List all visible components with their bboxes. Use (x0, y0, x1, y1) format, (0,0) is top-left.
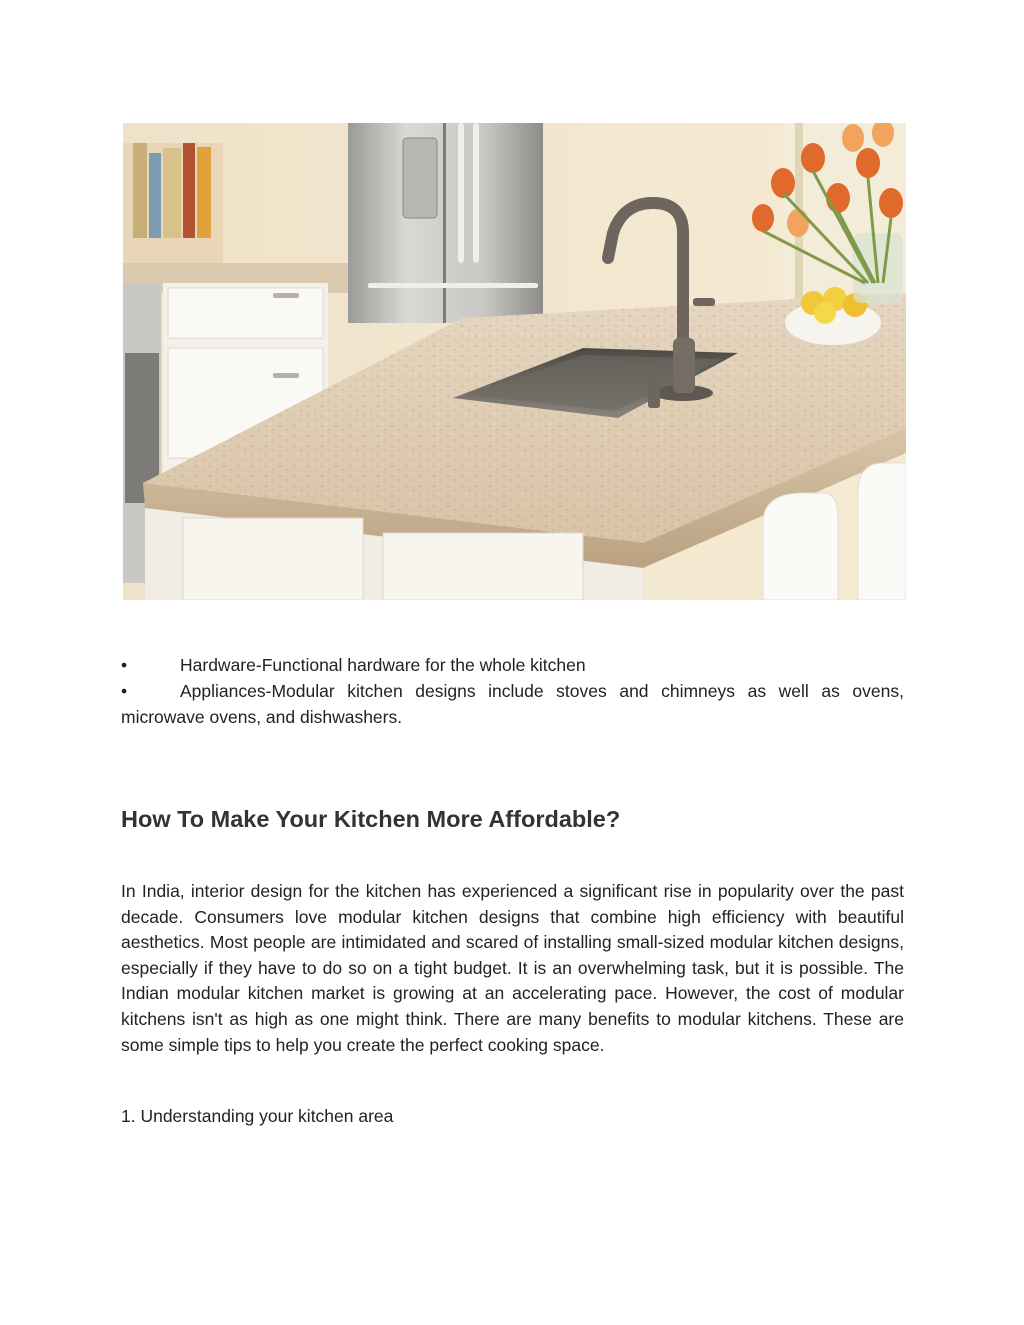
bullet-text: Hardware-Functional hardware for the whole kitchen (180, 655, 586, 675)
bullet-marker: • (121, 681, 128, 701)
list-item (121, 678, 904, 730)
body-paragraph: In India, interior design for the kitchen has experienced a significant rise in popularity over the past decade. Consumers love modular kitchen designs that combine high efficiency with beautiful aesthetics. Most people are intimidated and scared of installing small-sized modular kitchen designs, especially if they have to do so on a tight budget. It is an overwhelming task, but it is possible. The Indian modular kitchen market is growing at an accelerating pace. However, the cost of modular kitchens isn't as high as one might think. There are many benefits to modular kitchens. These are some simple tips to help you create the perfect cooking space. (121, 881, 904, 1055)
kitchen-countertop-photo (123, 123, 906, 600)
numbered-item: 1. Understanding your kitchen area (121, 1106, 394, 1126)
list-item (121, 652, 904, 678)
bullet-marker: • (121, 655, 128, 675)
bullet-list (121, 652, 904, 730)
section-heading: How To Make Your Kitchen More Affordable? (121, 806, 621, 832)
bullet-text: Appliances-Modular kitchen designs include stoves and chimneys as well as ovens, microwave ovens, and dishwashers. (121, 681, 904, 727)
